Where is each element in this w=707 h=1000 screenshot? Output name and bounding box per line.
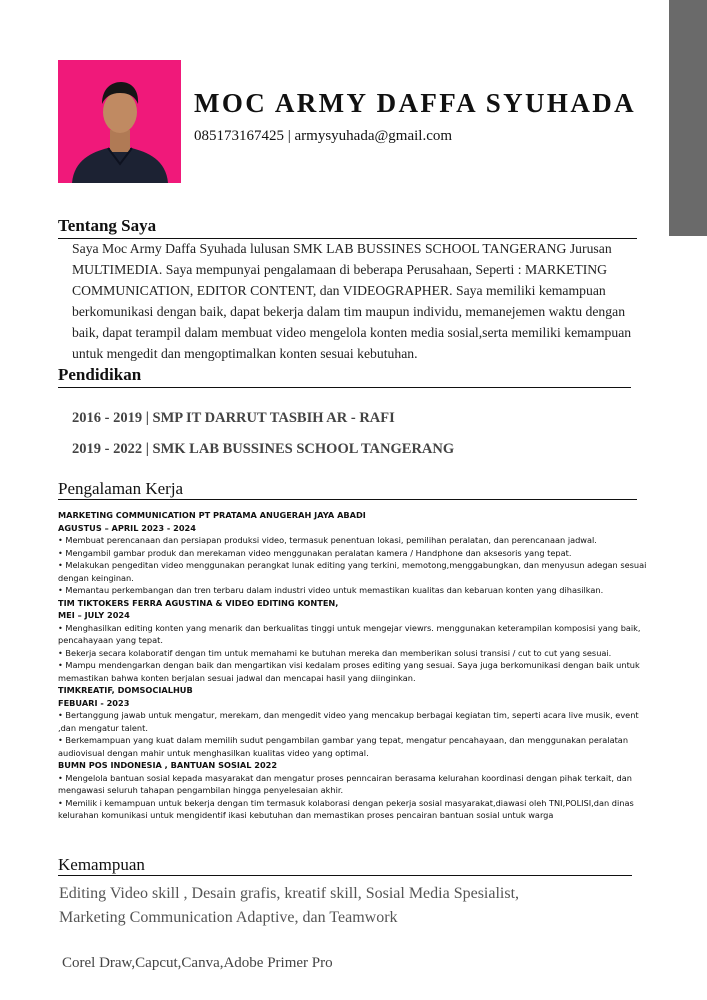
job-company: TIMKREATIF, DOMSOCIALHUB: [58, 685, 193, 695]
experience-divider: [58, 499, 637, 500]
job-bullet: • Berkemampuan yang kuat dalam memilih sudut pengambilan gambar yang tepat, mengatur pencahayaan, dan menggunakan peralatan audiovisual dengan mahir untuk menghasilkan kualitas video yang optimal.: [58, 735, 629, 758]
job-bullet: • Mampu mendengarkan dengan baik dan mengartikan visi kedalam proses editing yang sesuai. Saya juga berkomunikasi dengan baik untuk memastikan bahwa konten berjalan sesuai jadwal dan mencapai hasil yang diinginkan.: [58, 660, 640, 683]
profile-photo: [58, 60, 181, 183]
job-bullet: • Membuat perencanaan dan persiapan produksi video, termasuk penentuan lokasi, pemilihan peralatan, dan perencanaan jadwal.: [58, 535, 597, 545]
job-bullet: • Memantau perkembangan dan tren terbaru dalam industri video untuk memastikan kualitas dan kebaruan konten yang dihasilkan.: [58, 585, 604, 595]
job-company: MARKETING COMMUNICATION PT PRATAMA ANUGERAH JAYA ABADI: [58, 510, 366, 520]
education-title: Pendidikan: [58, 365, 142, 384]
job-company: TIM TIKTOKERS FERRA AGUSTINA & VIDEO EDITING KONTEN,: [58, 597, 339, 608]
about-title: Tentang Saya: [58, 216, 157, 235]
education-item: 2019 - 2022 | SMK LAB BUSSINES SCHOOL TANGERANG: [72, 441, 455, 457]
job-bullet: • Melakukan pengeditan video menggunakan perangkat lunak editing yang terkini, memotong,menggabungkan, dan menyusun adegan sesuai dengan keinginan.: [58, 560, 647, 583]
job-bullet: • Bekerja secara kolaboratif dengan tim untuk memahami ke butuhan mereka dan memberikan solusi transisi / cut to cut yang sesuai.: [58, 647, 612, 658]
skills-line: Marketing Communication Adaptive, dan Teamwork: [59, 909, 398, 926]
side-accent-bar: [669, 0, 707, 236]
skills-title: Kemampuan: [58, 855, 145, 874]
job-period: MEI – JULY 2024: [58, 610, 130, 620]
person-avatar-icon: [58, 60, 181, 183]
job-bullet: • Bertanggung jawab untuk mengatur, merekam, dan mengedit video yang mencakup berbagai kegiatan tim, seperti acara live musik, event ,dan mengatur talent.: [58, 710, 639, 733]
job-bullet: • Mengambil gambar produk dan merekaman video menggunakan peralatan kamera / Handphone dan aksesoris yang tepat.: [58, 547, 572, 558]
experience-list: [58, 509, 652, 822]
job-period: AGUSTUS – APRIL 2023 - 2024: [58, 522, 196, 533]
skills-divider: [58, 875, 632, 876]
skills-line: Editing Video skill , Desain grafis, kreatif skill, Sosial Media Spesialist,: [59, 885, 520, 902]
education-divider: [58, 387, 631, 388]
contact-info: 085173167425 | armysyuhada@gmail.com: [194, 128, 453, 144]
job-period: FEBUARI - 2023: [58, 697, 130, 708]
job-bullet: • Memilik i kemampuan untuk bekerja dengan tim termasuk kolaborasi dengan pekerja sosial masyarakat,diawasi oleh TNI,POLISI,dan dinas kelurahan komunikasi untuk mengidentif ikasi kebutuhan dan memastikan proses pencairan bantuan sosial untuk warga: [58, 797, 634, 820]
about-text: Saya Moc Army Daffa Syuhada lulusan SMK LAB BUSSINES SCHOOL TANGERANG Jurusan MULTIMEDIA. Saya mempunyai pengalamaan di beberapa Perusahaan, Seperti : MARKETING COMMUNICATION, EDITOR CONTENT, dan VIDEOGRAPHER. Saya memiliki kemampuan berkomunikasi dengan baik, dapat bekerja dalam tim maupun individu, memanejemen waktu dengan baik, dapat terampil dalam membuat video mengelola konten media sosial,serta memiliki kemampuan untuk mengedit dan mengoptimalkan konten sesuai kebutuhan.: [72, 241, 632, 361]
job-bullet: • Mengelola bantuan sosial kepada masyarakat dan mengatur proses penncairan berasama kelurahan koordinasi dengan pihak terkait, dan mengawasi seluruh tahapan pengambilan hingga penyelesaian akhir.: [58, 772, 632, 795]
education-item: 2016 - 2019 | SMP IT DARRUT TASBIH AR - RAFI: [72, 410, 395, 426]
job-company: BUMN POS INDONESIA , BANTUAN SOSIAL 2022: [58, 760, 278, 770]
experience-title: Pengalaman Kerja: [58, 479, 184, 498]
skills-text: [59, 882, 659, 930]
candidate-name: MOC ARMY DAFFA SYUHADA: [194, 88, 637, 118]
tools-list: Corel Draw,Capcut,Canva,Adobe Primer Pro: [62, 955, 333, 971]
job-bullet: • Menghasilkan editing konten yang menarik dan berkualitas tinggi untuk mengejar viewrs. menggunakan keterampilan komposisi yang baik, pencahayaan yang tepat.: [58, 622, 641, 645]
